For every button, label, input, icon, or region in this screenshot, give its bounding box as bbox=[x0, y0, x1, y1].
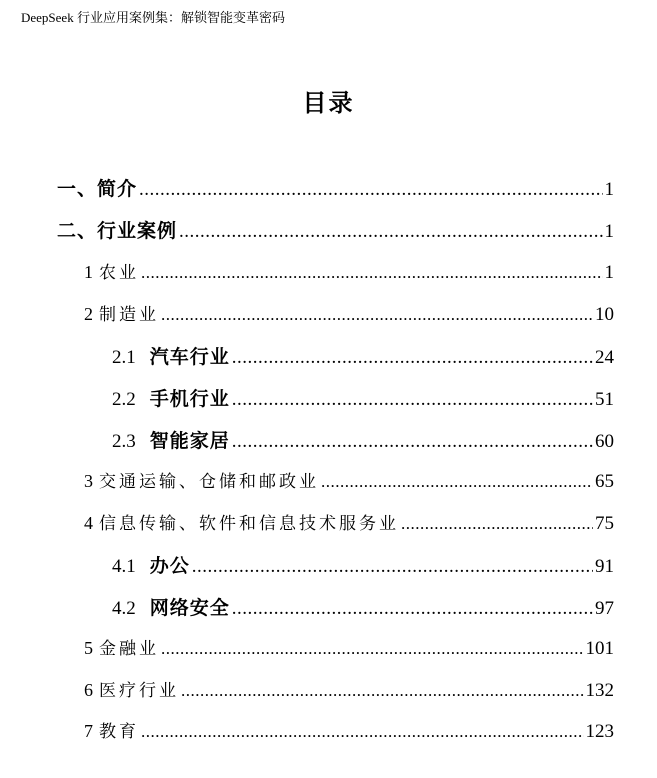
toc-entry-title: 教育 bbox=[99, 722, 139, 742]
toc-entry-page: 123 bbox=[585, 721, 614, 742]
toc-entry-number: 5 bbox=[84, 638, 93, 658]
dot-leader bbox=[161, 639, 584, 659]
toc-entry-title: 手机行业 bbox=[149, 388, 230, 410]
toc-title: 目录 bbox=[302, 89, 355, 117]
toc-entry-education[interactable] bbox=[84, 717, 614, 747]
toc-entry-title: 智能家居 bbox=[149, 430, 230, 452]
toc-entry-number: 2.1 bbox=[112, 347, 136, 368]
toc-entry-mobile-phone[interactable] bbox=[112, 384, 614, 414]
toc-entry-page: 1 bbox=[604, 221, 614, 242]
dot-leader bbox=[141, 263, 603, 283]
toc-entry-title: 行业案例 bbox=[97, 220, 178, 242]
dot-leader bbox=[141, 722, 584, 742]
dot-leader bbox=[232, 389, 593, 411]
toc-entry-page: 132 bbox=[585, 680, 614, 701]
toc-entry-number: 2.3 bbox=[112, 431, 136, 452]
toc-entry-title: 办公 bbox=[149, 555, 190, 577]
toc-entry-title: 医疗行业 bbox=[99, 681, 179, 701]
toc-entry-number: 7 bbox=[84, 721, 93, 741]
toc-entry-number: 2.2 bbox=[112, 389, 136, 410]
toc-entry-manufacturing[interactable] bbox=[84, 300, 614, 330]
toc-entry-page: 10 bbox=[595, 304, 614, 325]
toc-entry-number: 4.2 bbox=[112, 598, 136, 619]
toc-entry-smart-home[interactable] bbox=[112, 426, 614, 456]
toc-entry-title: 简介 bbox=[97, 178, 138, 200]
toc-entry-number: 4 bbox=[84, 513, 93, 533]
toc-entry-cybersecurity[interactable] bbox=[112, 593, 614, 623]
toc-entry-title: 农业 bbox=[99, 263, 139, 283]
dot-leader bbox=[232, 598, 593, 620]
toc-entry-title: 信息传输、软件和信息技术服务业 bbox=[99, 514, 399, 534]
toc-entry-title: 制造业 bbox=[99, 305, 159, 325]
dot-leader bbox=[161, 305, 593, 325]
toc-entry-automotive[interactable] bbox=[112, 342, 614, 372]
toc-entry-transportation[interactable] bbox=[84, 467, 614, 497]
toc-entry-finance[interactable] bbox=[84, 634, 614, 664]
toc-entry-industry-cases[interactable] bbox=[57, 216, 614, 246]
toc-entry-page: 1 bbox=[604, 179, 614, 200]
toc-entry-number: 6 bbox=[84, 680, 93, 700]
dot-leader bbox=[192, 556, 593, 578]
toc-entry-number: 二、 bbox=[57, 220, 98, 242]
toc-entry-page: 51 bbox=[595, 389, 614, 410]
toc-entry-title: 交通运输、仓储和邮政业 bbox=[99, 472, 319, 492]
dot-leader bbox=[139, 179, 602, 201]
toc-entry-healthcare[interactable] bbox=[84, 676, 614, 706]
toc-entry-number: 4.1 bbox=[112, 556, 136, 577]
toc-entry-number: 2 bbox=[84, 304, 93, 324]
toc-entry-agriculture[interactable] bbox=[84, 258, 614, 288]
toc-entry-page: 91 bbox=[595, 556, 614, 577]
toc-entry-it-services[interactable] bbox=[84, 509, 614, 539]
toc-entry-page: 60 bbox=[595, 431, 614, 452]
dot-leader bbox=[401, 514, 593, 534]
toc-entry-title: 网络安全 bbox=[149, 597, 230, 619]
dot-leader bbox=[181, 681, 584, 701]
toc-entry-page: 97 bbox=[595, 598, 614, 619]
dot-leader bbox=[232, 431, 593, 453]
toc-entry-number: 1 bbox=[84, 262, 93, 282]
dot-leader bbox=[232, 347, 593, 369]
dot-leader bbox=[179, 221, 602, 243]
toc-entry-page: 101 bbox=[585, 638, 614, 659]
toc-entry-page: 65 bbox=[595, 471, 614, 492]
toc-entry-intro[interactable] bbox=[57, 174, 614, 204]
toc-entry-page: 1 bbox=[604, 262, 614, 283]
toc-entry-number: 一、 bbox=[57, 178, 98, 200]
toc-entry-page: 75 bbox=[595, 513, 614, 534]
toc-entry-office[interactable] bbox=[112, 551, 614, 581]
dot-leader bbox=[321, 472, 593, 492]
toc-entry-page: 24 bbox=[595, 347, 614, 368]
toc-entry-title: 汽车行业 bbox=[149, 346, 230, 368]
toc-entry-number: 3 bbox=[84, 471, 93, 491]
running-header: DeepSeek 行业应用案例集：解锁智能变革密码 bbox=[21, 10, 285, 25]
toc-entry-title: 金融业 bbox=[99, 639, 159, 659]
